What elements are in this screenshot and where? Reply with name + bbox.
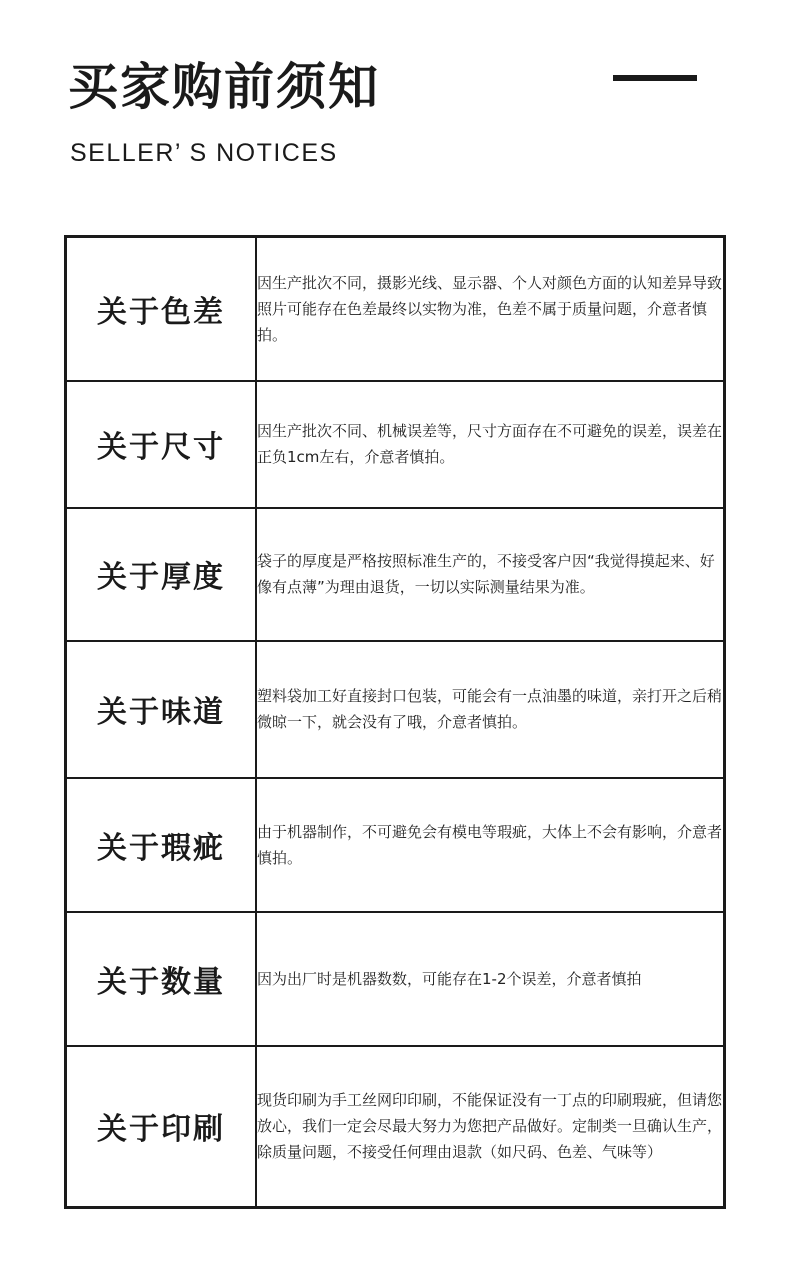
- notice-text: 因为出厂时是机器数数，可能存在1-2个误差，介意者慎拍: [256, 912, 725, 1046]
- notice-row-size: [66, 381, 725, 508]
- notice-label: 关于尺寸: [66, 381, 257, 508]
- notices-table: [64, 235, 726, 1209]
- notice-row-color: [66, 237, 725, 381]
- notice-text: 袋子的厚度是严格按照标准生产的，不接受客户因“我觉得摸起来、好像有点薄”为理由退货，一切以实际测量结果为准。: [256, 508, 725, 641]
- notice-text: 因生产批次不同，摄影光线、显示器、个人对颜色方面的认知差异导致照片可能存在色差最终以实物为准，色差不属于质量问题，介意者慎拍。: [256, 237, 725, 381]
- notice-row-smell: [66, 641, 725, 778]
- notice-text: 塑料袋加工好直接封口包装，可能会有一点油墨的味道，亲打开之后稍微晾一下，就会没有了哦，介意者慎拍。: [256, 641, 725, 778]
- notice-label: 关于数量: [66, 912, 257, 1046]
- notice-row-thickness: [66, 508, 725, 641]
- notice-label: 关于味道: [66, 641, 257, 778]
- notice-label: 关于厚度: [66, 508, 257, 641]
- notice-text: 现货印刷为手工丝网印印刷，不能保证没有一丁点的印刷瑕疵，但请您放心，我们一定会尽最大努力为您把产品做好。定制类一旦确认生产，除质量问题，不接受任何理由退款（如尺码、色差、气味等）: [256, 1046, 725, 1208]
- notice-row-flaws: [66, 778, 725, 912]
- notice-row-quantity: [66, 912, 725, 1046]
- page-subtitle: SELLER’ S NOTICES: [70, 139, 338, 167]
- notice-row-printing: [66, 1046, 725, 1208]
- notice-label: 关于色差: [66, 237, 257, 381]
- notice-text: 由于机器制作，不可避免会有模电等瑕疵，大体上不会有影响，介意者慎拍。: [256, 778, 725, 912]
- page-title: 买家购前须知: [68, 58, 380, 116]
- notice-label: 关于瑕疵: [66, 778, 257, 912]
- notice-text: 因生产批次不同、机械误差等，尺寸方面存在不可避免的误差，误差在正负1cm左右，介意者慎拍。: [256, 381, 725, 508]
- decorative-divider: [613, 75, 697, 81]
- notice-label: 关于印刷: [66, 1046, 257, 1208]
